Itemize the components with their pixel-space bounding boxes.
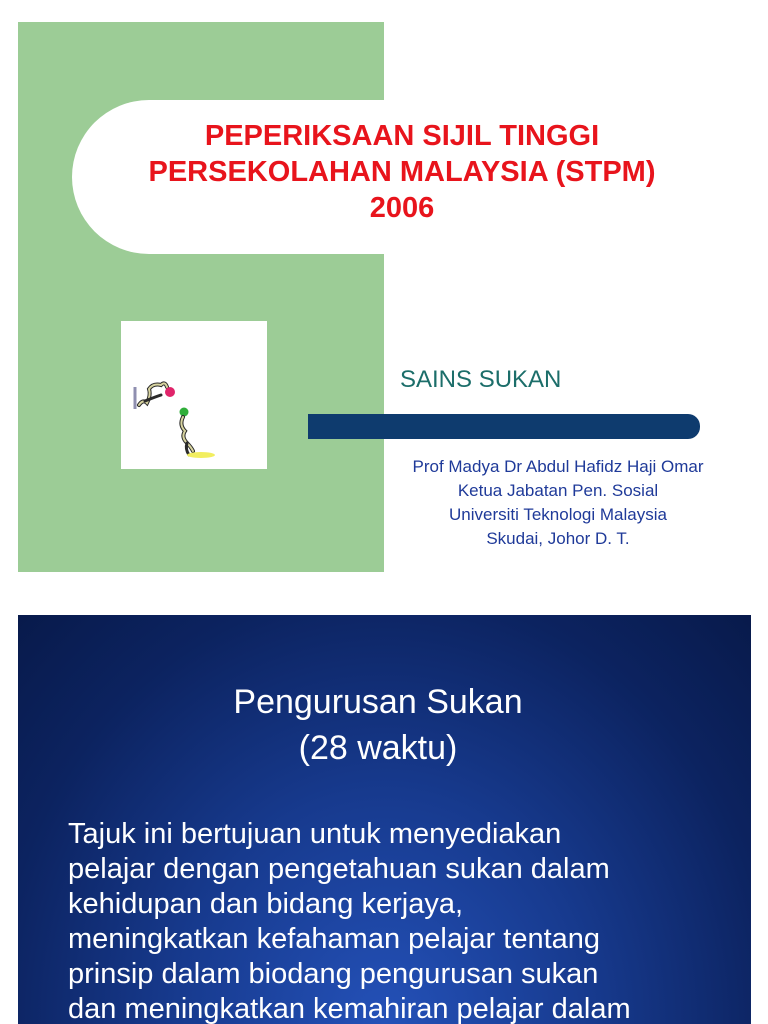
author-line: Prof Madya Dr Abdul Hafidz Haji Omar: [412, 457, 704, 476]
author-line: Ketua Jabatan Pen. Sosial: [457, 481, 659, 500]
title-line: 2006: [369, 192, 435, 224]
title-line: PERSEKOLAHAN MALAYSIA (STPM): [148, 156, 656, 188]
author-line: Skudai, Johor D. T.: [486, 529, 630, 548]
slide2-body: [68, 817, 748, 1024]
body-line: Tajuk ini bertujuan untuk menyediakan: [68, 818, 562, 850]
divider-bar: [308, 414, 700, 439]
author-line: Universiti Teknologi Malaysia: [449, 505, 667, 524]
athletes-clipart: [121, 321, 267, 469]
title-line: Pengurusan Sukan: [233, 683, 523, 721]
body-line: dan meningkatkan kemahiran pelajar dalam: [68, 993, 631, 1024]
athletes-clipart-icon: [121, 321, 267, 469]
slide-title: [100, 118, 704, 226]
author-block: [372, 455, 744, 551]
title-line: (28 waktu): [298, 729, 458, 767]
body-line: prinsip dalam biodang pengurusan sukan: [68, 958, 599, 990]
slide2-title: [18, 679, 738, 771]
body-line: kehidupan dan bidang kerjaya,: [68, 888, 464, 920]
slide-2: [18, 615, 751, 1024]
subtitle: SAINS SUKAN: [400, 366, 562, 393]
title-line: PEPERIKSAAN SIJIL TINGGI: [204, 120, 600, 152]
body-line: meningkatkan kefahaman pelajar tentang: [68, 923, 601, 955]
body-line: pelajar dengan pengetahuan sukan dalam: [68, 853, 610, 885]
